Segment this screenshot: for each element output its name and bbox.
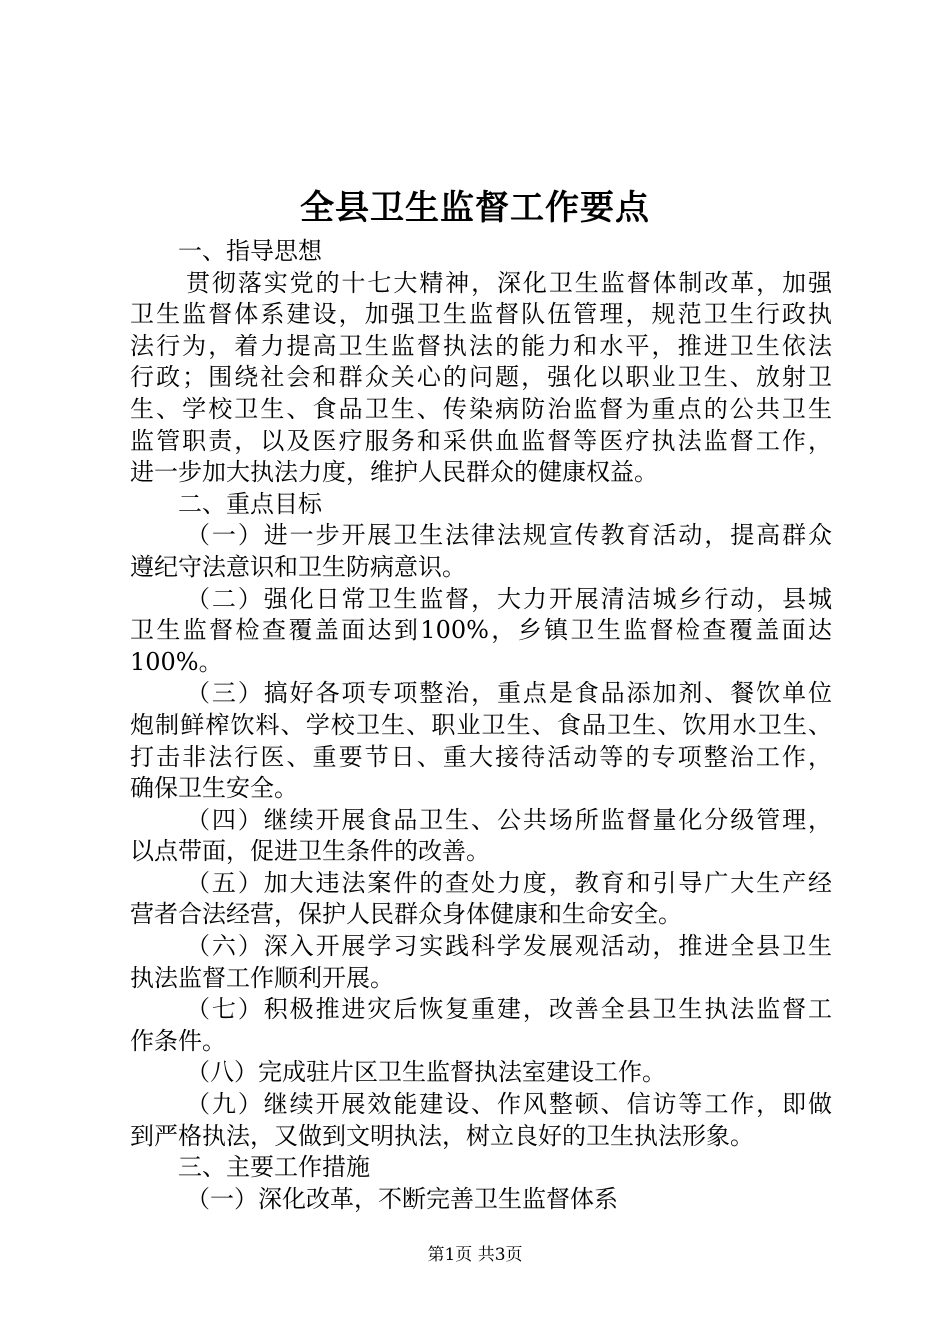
section-heading: 三、主要工作措施	[178, 1153, 370, 1182]
section-heading: 一、指导思想	[178, 237, 322, 265]
list-item-line: 炮制鲜榨饮料、学校卫生、职业卫生、食品卫生、饮用水卫生、	[130, 710, 832, 739]
paragraph-line: 贯彻落实党的十七大精神，深化卫生监督体制改革，加强	[186, 268, 832, 297]
list-item-line: 作条件。	[130, 1026, 226, 1055]
list-item-line: 100%。	[130, 647, 223, 676]
list-item-line: （五）加大违法案件的查处力度，教育和引导广大生产经	[186, 868, 832, 897]
list-item-line: 卫生监督检查覆盖面达到100%，乡镇卫生监督检查覆盖面达	[130, 616, 832, 645]
section-heading: 二、重点目标	[178, 489, 322, 518]
list-item-line: （一）进一步开展卫生法律法规宣传教育活动，提高群众	[186, 521, 832, 550]
paragraph-line: 法行为，着力提高卫生监督执法的能力和水平，推进卫生依法	[130, 331, 832, 360]
list-item-line: 遵纪守法意识和卫生防病意识。	[130, 552, 466, 581]
list-item-line: （七）积极推进灾后恢复重建，改善全县卫生执法监督工	[186, 995, 832, 1024]
list-item-line: 到严格执法，又做到文明执法，树立良好的卫生执法形象。	[130, 1121, 754, 1150]
paragraph-line: 进一步加大执法力度，维护人民群众的健康权益。	[130, 458, 658, 487]
document-title: 全县卫生监督工作要点	[300, 188, 650, 228]
paragraph-line: 生、学校卫生、食品卫生、传染病防治监督为重点的公共卫生	[130, 394, 832, 423]
paragraph-line: 行政；围绕社会和群众关心的问题，强化以职业卫生、放射卫	[130, 363, 832, 392]
document-body	[130, 236, 832, 1215]
list-item-line: 打击非法行医、重要节日、重大接待活动等的专项整治工作，	[130, 742, 832, 771]
list-item-line: 营者合法经营，保护人民群众身体健康和生命安全。	[130, 900, 682, 929]
page-number: 第1页 共3页	[427, 1245, 523, 1265]
paragraph-line: 卫生监督体系建设，加强卫生监督队伍管理，规范卫生行政执	[130, 300, 832, 329]
list-item-line: （二）强化日常卫生监督，大力开展清洁城乡行动，县城	[186, 584, 832, 613]
list-item-line: 执法监督工作顺利开展。	[130, 963, 394, 992]
list-item-line: （八）完成驻片区卫生监督执法室建设工作。	[186, 1058, 666, 1087]
list-item-line: 确保卫生安全。	[130, 774, 298, 803]
list-item-line: （九）继续开展效能建设、作风整顿、信访等工作，即做	[186, 1090, 832, 1119]
list-item-line: （六）深入开展学习实践科学发展观活动，推进全县卫生	[186, 932, 832, 961]
subsection-heading: （一）深化改革，不断完善卫生监督体系	[186, 1184, 618, 1213]
paragraph-line: 监管职责，以及医疗服务和采供血监督等医疗执法监督工作，	[130, 426, 832, 455]
list-item-line: 以点带面，促进卫生条件的改善。	[130, 837, 490, 866]
list-item-line: （四）继续开展食品卫生、公共场所监督量化分级管理，	[186, 805, 832, 834]
list-item-line: （三）搞好各项专项整治，重点是食品添加剂、餐饮单位	[186, 679, 832, 708]
